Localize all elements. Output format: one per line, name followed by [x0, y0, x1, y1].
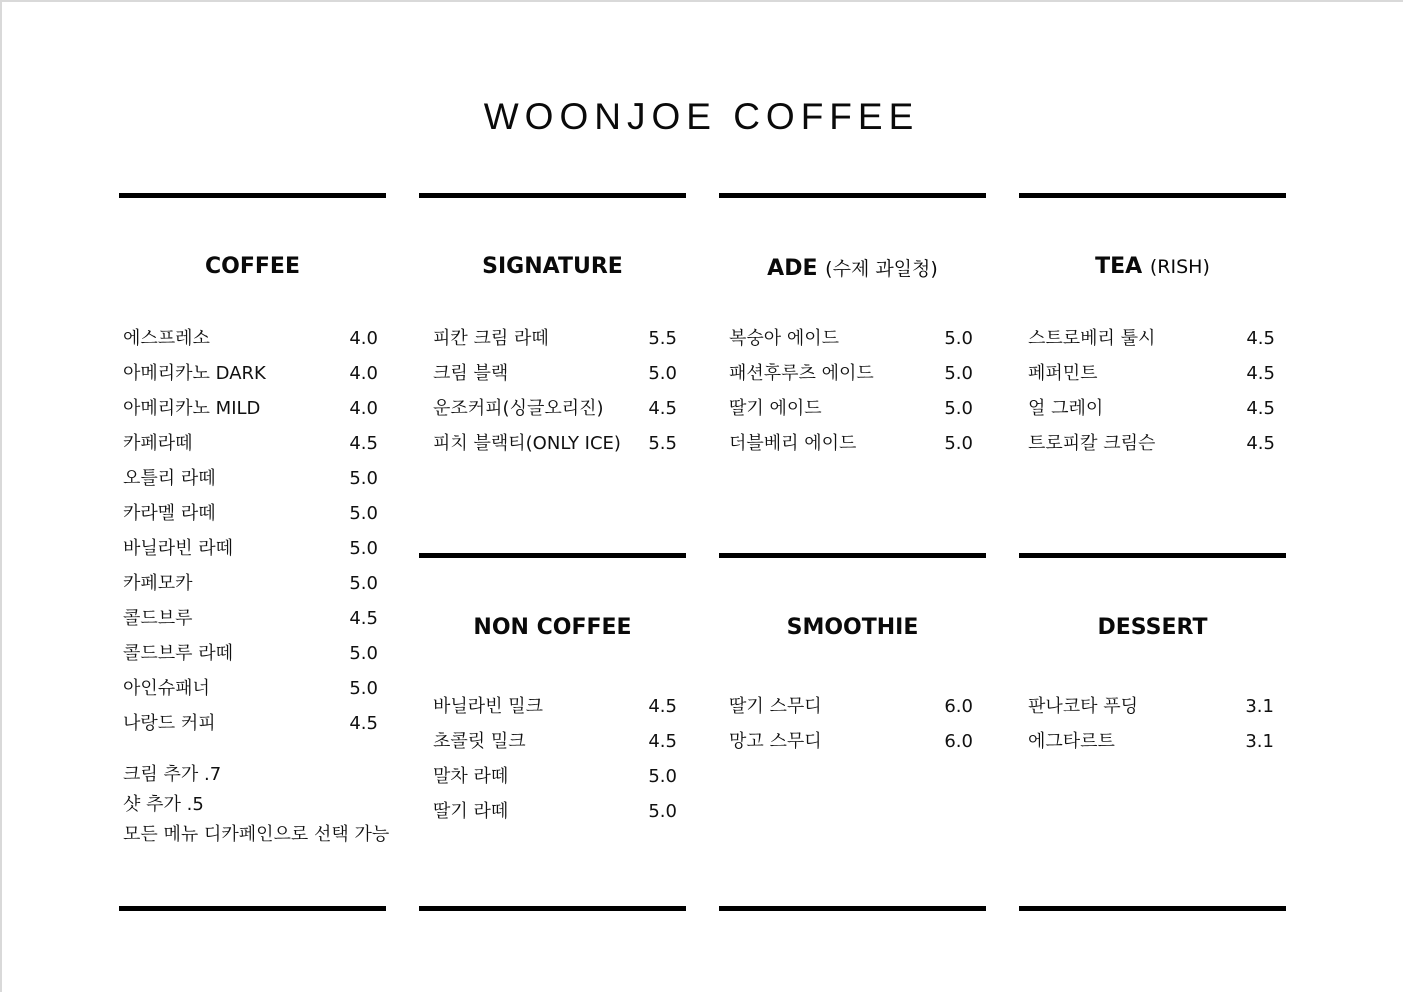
menu-item [123, 326, 378, 361]
section-title-ade [719, 254, 986, 281]
divider-rule [719, 906, 986, 911]
section-subtitle: (수제 과일청) [825, 258, 938, 280]
menu-item-name: 페퍼민트 [1028, 363, 1098, 384]
menu-item-price: 4.5 [648, 398, 677, 419]
menu-item-name: 얼 그레이 [1028, 398, 1104, 419]
menu-item-price: 5.0 [349, 503, 378, 524]
menu-item-name: 스트로베리 툴시 [1028, 328, 1156, 349]
menu-item-price: 5.0 [944, 398, 973, 419]
divider-rule [119, 193, 386, 198]
menu-item-price: 4.5 [1246, 398, 1275, 419]
menu-item [433, 431, 677, 466]
menu-item-name: 망고 스무디 [729, 731, 822, 752]
menu-item-price: 5.0 [648, 801, 677, 822]
menu-item-name: 오틀리 라떼 [123, 468, 216, 489]
menu-item-price: 4.5 [349, 433, 378, 454]
section-title-text: COFFEE [205, 254, 300, 279]
section-title-text: SMOOTHIE [786, 615, 919, 640]
menu-item [1028, 431, 1275, 466]
menu-item-price: 4.5 [1246, 328, 1275, 349]
menu-item [1028, 396, 1275, 431]
divider-rule [419, 553, 686, 558]
menu-item [433, 729, 677, 764]
section-title-dessert [1019, 615, 1286, 640]
divider-rule [719, 553, 986, 558]
section-title-smoothie [719, 615, 986, 640]
menu-list-ade [729, 326, 973, 466]
menu-item [433, 396, 677, 431]
menu-item-name: 피칸 크림 라떼 [433, 328, 549, 349]
menu-item-price: 4.0 [349, 328, 378, 349]
menu-item [729, 326, 973, 361]
menu-list-dessert [1028, 694, 1274, 764]
divider-rule [719, 193, 986, 198]
menu-item-name: 크림 블랙 [433, 363, 509, 384]
menu-item-price: 6.0 [944, 731, 973, 752]
divider-rule [1019, 193, 1286, 198]
menu-item [729, 396, 973, 431]
menu-item-name: 딸기 라떼 [433, 801, 509, 822]
menu-item-price: 5.0 [648, 363, 677, 384]
menu-item [123, 641, 378, 676]
menu-item-price: 5.0 [349, 538, 378, 559]
menu-item-name: 판나코타 푸딩 [1028, 696, 1139, 717]
section-title-non-coffee [419, 615, 686, 640]
menu-item [1028, 361, 1275, 396]
menu-item-price: 5.5 [648, 433, 677, 454]
menu-item [123, 536, 378, 571]
section-title-text: DESSERT [1097, 615, 1208, 640]
menu-item [729, 694, 973, 729]
menu-item-price: 5.0 [349, 573, 378, 594]
menu-item-price: 3.1 [1245, 696, 1274, 717]
menu-item-name: 에그타르트 [1028, 731, 1115, 752]
menu-item [123, 396, 378, 431]
menu-item-price: 5.0 [944, 363, 973, 384]
menu-item-name: 말차 라떼 [433, 766, 509, 787]
section-title-coffee [119, 254, 386, 279]
menu-item-price: 6.0 [944, 696, 973, 717]
divider-rule [419, 193, 686, 198]
coffee-notes [123, 762, 389, 852]
menu-item [123, 431, 378, 466]
menu-item-price: 4.5 [1246, 433, 1275, 454]
menu-item-name: 트로피칼 크림슨 [1028, 433, 1156, 454]
page-title: WOONJOE COFFEE [483, 96, 920, 137]
menu-item-price: 4.5 [1246, 363, 1275, 384]
menu-item-name: 나랑드 커피 [123, 713, 216, 734]
section-title-signature [419, 254, 686, 279]
menu-item-price: 5.0 [349, 643, 378, 664]
note-cream-addon: 크림 추가 .7 [123, 764, 222, 785]
menu-list-tea [1028, 326, 1275, 466]
menu-item-name: 콜드브루 [123, 608, 193, 629]
menu-item-price: 4.5 [349, 608, 378, 629]
menu-item-name: 패션후루츠 에이드 [729, 363, 874, 384]
menu-item [123, 466, 378, 501]
menu-item-name: 콜드브루 라떼 [123, 643, 234, 664]
divider-rule [419, 906, 686, 911]
divider-rule [119, 906, 386, 911]
menu-item-name: 바닐라빈 라떼 [123, 538, 234, 559]
menu-item-price: 5.0 [349, 468, 378, 489]
menu-item [123, 571, 378, 606]
menu-item-name: 카페라떼 [123, 433, 193, 454]
menu-item-price: 4.5 [648, 696, 677, 717]
menu-item-name: 바닐라빈 밀크 [433, 696, 544, 717]
section-title-text: SIGNATURE [482, 254, 623, 279]
menu-item [123, 361, 378, 396]
section-title-tea [1019, 254, 1286, 279]
menu-item-price: 4.0 [349, 398, 378, 419]
section-title-text: NON COFFEE [473, 615, 632, 640]
menu-item [433, 326, 677, 361]
menu-item-price: 3.1 [1245, 731, 1274, 752]
menu-item-price: 5.0 [648, 766, 677, 787]
menu-list-coffee [123, 326, 378, 746]
menu-item [729, 431, 973, 466]
menu-item [433, 361, 677, 396]
divider-rule [1019, 906, 1286, 911]
menu-item [433, 799, 677, 834]
menu-item-name: 딸기 스무디 [729, 696, 822, 717]
menu-list-non-coffee [433, 694, 677, 834]
section-subtitle: (RISH) [1149, 256, 1210, 278]
menu-item-price: 5.0 [944, 433, 973, 454]
menu-item [123, 676, 378, 711]
menu-item-name: 복숭아 에이드 [729, 328, 840, 349]
menu-item-name: 에스프레소 [123, 328, 210, 349]
menu-item-price: 5.5 [648, 328, 677, 349]
menu-item-price: 4.0 [349, 363, 378, 384]
section-title-text: ADE [767, 256, 818, 281]
divider-rule [1019, 553, 1286, 558]
menu-item-name: 카라멜 라떼 [123, 503, 216, 524]
menu-item-price: 5.0 [349, 678, 378, 699]
menu-item-price: 5.0 [944, 328, 973, 349]
menu-item [123, 606, 378, 641]
menu-item [1028, 694, 1274, 729]
note-shot-addon: 샷 추가 .5 [123, 794, 204, 815]
menu-item [123, 501, 378, 536]
menu-item [729, 729, 973, 764]
note-decaf: 모든 메뉴 디카페인으로 선택 가능 [123, 824, 390, 845]
menu-item-name: 딸기 에이드 [729, 398, 822, 419]
menu-item [1028, 729, 1274, 764]
menu-item-name: 카페모카 [123, 573, 193, 594]
menu-item-name: 아메리카노 MILD [123, 398, 261, 419]
menu-list-smoothie [729, 694, 973, 764]
menu-item [729, 361, 973, 396]
menu-item-name: 운조커피(싱글오리진) [433, 398, 604, 419]
menu-item [123, 711, 378, 746]
menu-item-name: 아인슈패너 [123, 678, 210, 699]
menu-item-name: 더블베리 에이드 [729, 433, 857, 454]
menu-item-price: 4.5 [349, 713, 378, 734]
menu-item-name: 초콜릿 밀크 [433, 731, 526, 752]
menu-list-signature [433, 326, 677, 466]
menu-item-name: 아메리카노 DARK [123, 363, 266, 384]
menu-item [433, 694, 677, 729]
menu-item [1028, 326, 1275, 361]
menu-item [433, 764, 677, 799]
section-title-text: TEA [1095, 254, 1143, 279]
menu-item-price: 4.5 [648, 731, 677, 752]
menu-item-name: 피치 블랙티(ONLY ICE) [433, 433, 621, 454]
